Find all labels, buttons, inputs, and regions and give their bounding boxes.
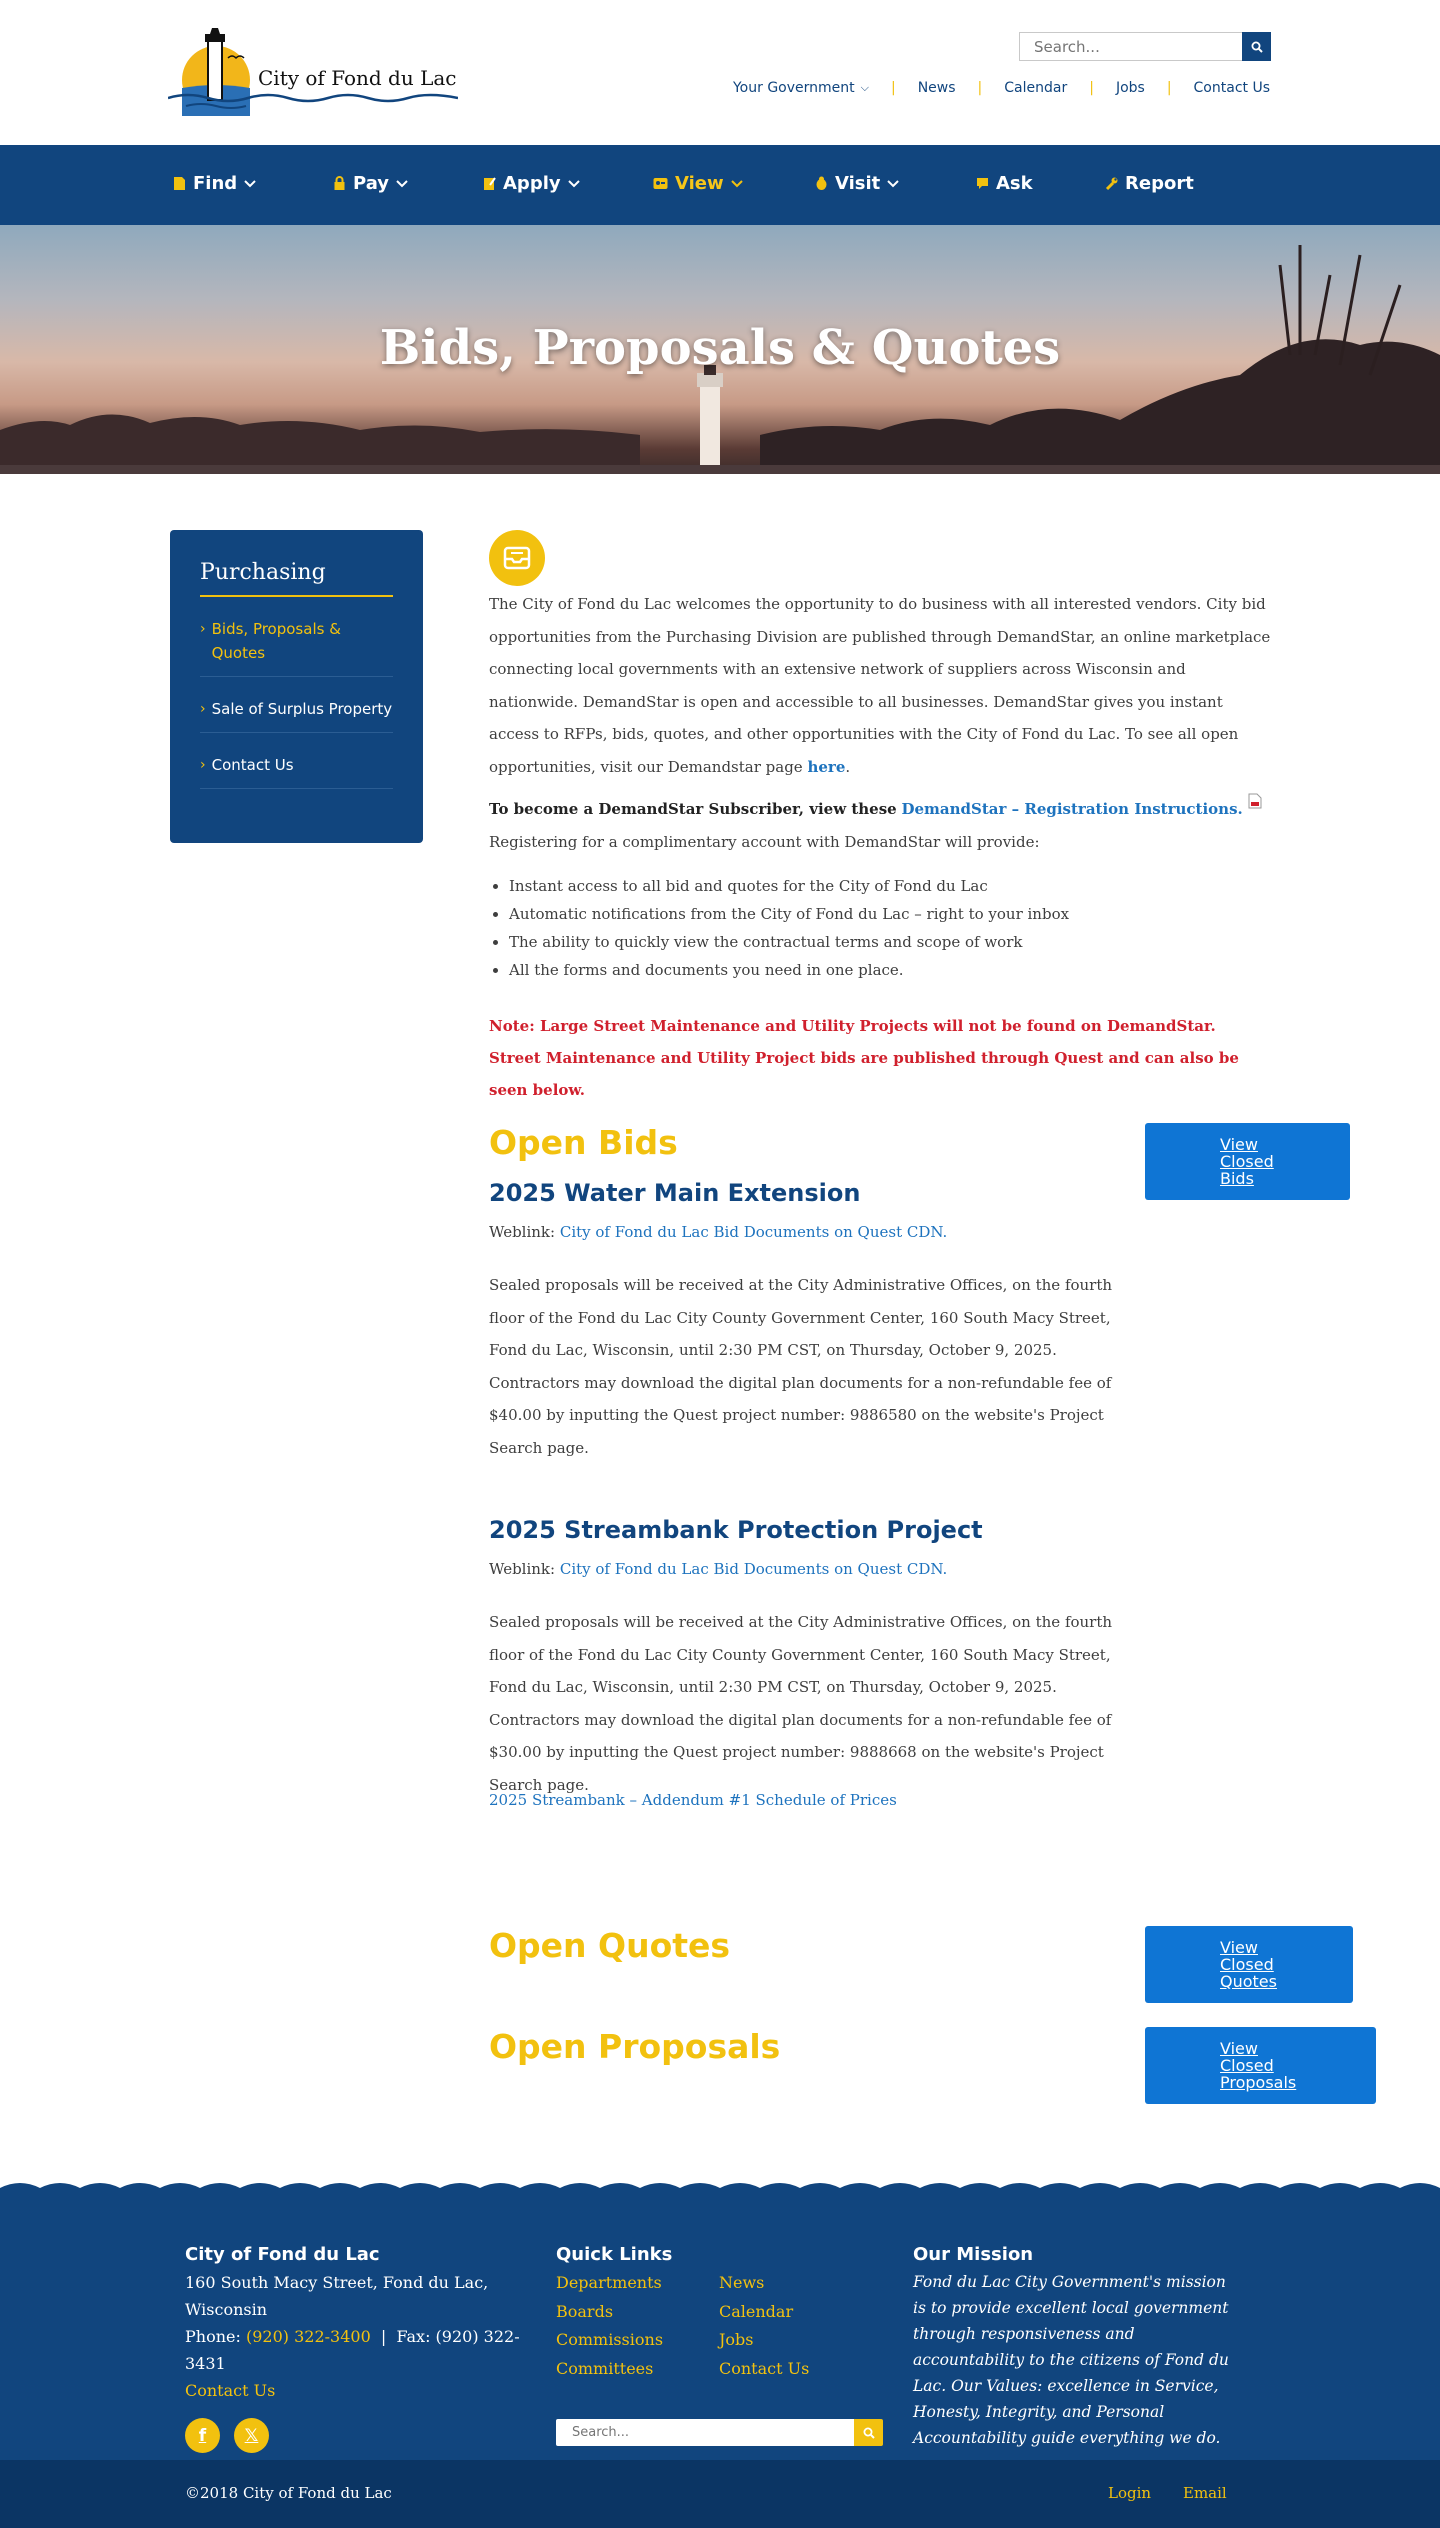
quick-link-contact-us[interactable]: Contact Us bbox=[719, 2358, 810, 2378]
speech-bubble-icon bbox=[976, 176, 989, 191]
chevron-down-icon bbox=[731, 180, 743, 188]
pdf-icon bbox=[1248, 793, 1262, 809]
view-closed-proposals-button[interactable]: View Closed Proposals bbox=[1145, 2027, 1376, 2104]
chevron-down-icon: ⌵ bbox=[860, 81, 869, 94]
mission-text: Fond du Lac City Government's mission is to provide excellent local government through responsiveness and accountability to the citizens of Fond du Lac. Our Values: excellence in Service, Honesty, Integrity, and Personal Accountability guide everything we do. bbox=[913, 2273, 1229, 2447]
wrench-icon bbox=[1105, 176, 1118, 191]
social-links bbox=[185, 2418, 525, 2453]
sidebar-item-contact[interactable]: › Contact Us bbox=[200, 733, 393, 789]
list-item: • All the forms and documents you need in one place. bbox=[509, 956, 1271, 984]
divider: | bbox=[1166, 80, 1172, 96]
mission-title: Our Mission bbox=[913, 2244, 1034, 2265]
nav-ask[interactable]: Ask bbox=[976, 173, 1033, 194]
footer-phone-link[interactable]: (920) 322-3400 bbox=[245, 2327, 371, 2346]
chevron-down-icon bbox=[887, 180, 899, 188]
view-closed-bids-button[interactable]: View Closed Bids bbox=[1145, 1123, 1350, 1200]
quick-link-departments[interactable]: Departments bbox=[556, 2273, 662, 2292]
addendum-link[interactable]: 2025 Streambank – Addendum #1 Schedule of Prices bbox=[489, 1791, 897, 1809]
copyright: ©2018 City of Fond du Lac bbox=[185, 2484, 392, 2502]
quick-links-title: Quick Links bbox=[556, 2244, 673, 2265]
utility-contact-us[interactable]: Contact Us bbox=[1193, 80, 1270, 96]
chevron-down-icon bbox=[244, 180, 256, 188]
bid-title-water-main: 2025 Water Main Extension bbox=[489, 1179, 861, 1207]
quick-link-committees[interactable]: Committees bbox=[556, 2358, 654, 2378]
email-link[interactable]: Email bbox=[1183, 2484, 1227, 2502]
nav-find[interactable]: Find bbox=[173, 173, 256, 194]
chevron-down-icon bbox=[396, 180, 408, 188]
quest-cdn-link[interactable]: City of Fond du Lac Bid Documents on Quest CDN. bbox=[559, 1223, 948, 1241]
intro-paragraph: The City of Fond du Lac welcomes the opportunity to do business with all interested vendors. City bid opportunities from the Purchasing Division are published through DemandStar, an online marketplace connecting local governments with an extensive network of suppliers across Wisconsin and nationwide. DemandStar is open and accessible to all businesses. DemandStar gives you instant access to RFPs, bids, quotes, and other opportunities with the City of Fond du Lac. To see all open opportunities, visit our Demandstar page here. bbox=[489, 595, 1271, 776]
utility-jobs[interactable]: Jobs bbox=[1115, 80, 1145, 96]
bid-title-streambank: 2025 Streambank Protection Project bbox=[489, 1516, 983, 1544]
register-paragraph: To become a DemandStar Subscriber, view these DemandStar – Registration Instructions. Registering for a complimentary account with DemandStar will provide: bbox=[489, 793, 1271, 858]
form-edit-icon bbox=[483, 176, 496, 191]
search-icon bbox=[1251, 41, 1263, 53]
header-search bbox=[1019, 32, 1271, 61]
footer-quick-links bbox=[556, 2244, 896, 2383]
quick-links-col-1 bbox=[556, 2269, 719, 2383]
view-closed-quotes-button[interactable]: View Closed Quotes bbox=[1145, 1926, 1353, 2003]
sidebar-item-bids[interactable]: › Bids, Proposals & Quotes bbox=[200, 597, 393, 677]
inbox-glyph-icon bbox=[503, 546, 531, 570]
utility-nav bbox=[733, 80, 1270, 96]
x-twitter-icon[interactable]: 𝕏 bbox=[234, 2418, 269, 2453]
header-search-input[interactable] bbox=[1019, 32, 1242, 61]
benefits-list bbox=[509, 872, 1271, 984]
quick-link-jobs[interactable]: Jobs bbox=[719, 2330, 754, 2349]
chevron-down-icon bbox=[568, 180, 580, 188]
footer-address: 160 South Macy Street, Fond du Lac, Wisconsin bbox=[185, 2273, 489, 2319]
sidebar-item-surplus[interactable]: › Sale of Surplus Property bbox=[200, 677, 393, 733]
demandstar-here-link[interactable]: here bbox=[807, 757, 846, 776]
search-icon bbox=[863, 2427, 875, 2439]
page-title: Bids, Proposals & Quotes bbox=[379, 320, 1061, 376]
facebook-icon[interactable]: f bbox=[185, 2418, 220, 2453]
site-footer bbox=[0, 2195, 1440, 2460]
chevron-right-icon: › bbox=[200, 701, 206, 717]
site-logo[interactable] bbox=[168, 26, 458, 118]
sidebar-title: Purchasing bbox=[200, 560, 393, 597]
open-quotes-heading: Open Quotes bbox=[489, 1926, 731, 1965]
nav-view[interactable]: View bbox=[653, 173, 743, 194]
footer-mission bbox=[913, 2244, 1243, 2451]
inbox-icon bbox=[489, 530, 545, 586]
open-proposals-heading: Open Proposals bbox=[489, 2027, 781, 2066]
footer-org-title: City of Fond du Lac bbox=[185, 2244, 380, 2265]
footer-search-input[interactable] bbox=[556, 2419, 854, 2446]
utility-your-government[interactable]: Your Government ⌵ bbox=[732, 80, 869, 96]
nav-report[interactable]: Report bbox=[1105, 173, 1194, 194]
quick-link-news[interactable]: News bbox=[719, 2273, 765, 2292]
quick-link-commissions[interactable]: Commissions bbox=[556, 2330, 664, 2349]
footer-phone-line: Phone: (920) 322-3400 | Fax: (920) 322-3431 bbox=[185, 2327, 520, 2373]
quest-note: Note: Large Street Maintenance and Utility Projects will not be found on DemandStar. Street Maintenance and Utility Project bids are published through Quest and can also be seen below. bbox=[489, 1017, 1239, 1099]
quick-links-columns bbox=[556, 2269, 896, 2383]
bid-weblink-water-main: Weblink: City of Fond du Lac Bid Documents on Quest CDN. bbox=[489, 1223, 948, 1241]
nav-pay[interactable]: Pay bbox=[333, 173, 408, 194]
utility-news[interactable]: News bbox=[917, 80, 956, 96]
list-item: • Automatic notifications from the City of Fond du Lac – right to your inbox bbox=[509, 900, 1271, 928]
footer-contact-link[interactable]: Contact Us bbox=[185, 2381, 276, 2400]
bid-body-streambank: Sealed proposals will be received at the City Administrative Offices, on the fourth floor of the Fond du Lac City County Government Center, 160 South Macy Street, Fond du Lac, Wisconsin, until 2:30 PM CST, on Thursday, October 9, 2025. Contractors may download the digital plan documents for a non-refundable fee of $30.00 by inputting the Quest project number: 9888668 on the website's Project Search page. bbox=[489, 1613, 1113, 1794]
registration-instructions-link[interactable]: DemandStar – Registration Instructions. bbox=[901, 800, 1243, 818]
divider: | bbox=[375, 2327, 392, 2346]
footer-contact bbox=[185, 2244, 525, 2453]
divider: | bbox=[977, 80, 983, 96]
divider: | bbox=[890, 80, 896, 96]
quick-link-boards[interactable]: Boards bbox=[556, 2301, 614, 2321]
quest-cdn-link[interactable]: City of Fond du Lac Bid Documents on Quest CDN. bbox=[559, 1560, 948, 1578]
main-content bbox=[489, 530, 1271, 1106]
list-item: • The ability to quickly view the contractual terms and scope of work bbox=[509, 928, 1271, 956]
utility-calendar[interactable]: Calendar bbox=[1004, 80, 1068, 96]
list-item: • Instant access to all bid and quotes for the City of Fond du Lac bbox=[509, 872, 1271, 900]
hero-banner bbox=[0, 225, 1440, 474]
quick-link-calendar[interactable]: Calendar bbox=[719, 2301, 794, 2321]
site-header bbox=[0, 0, 1440, 145]
bid-weblink-streambank: Weblink: City of Fond du Lac Bid Documents on Quest CDN. bbox=[489, 1560, 948, 1578]
logo-text: City of Fond du Lac bbox=[258, 66, 457, 90]
nav-apply[interactable]: Apply bbox=[483, 173, 580, 194]
divider: | bbox=[1089, 80, 1094, 96]
login-link[interactable]: Login bbox=[1108, 2484, 1152, 2502]
lock-icon bbox=[333, 176, 346, 191]
id-card-icon bbox=[653, 176, 668, 191]
footer-search bbox=[556, 2419, 883, 2446]
chevron-right-icon: › bbox=[200, 621, 206, 637]
main-nav bbox=[0, 145, 1440, 225]
bottom-bar bbox=[0, 2460, 1440, 2528]
chevron-right-icon: › bbox=[200, 757, 206, 773]
bug-icon bbox=[815, 176, 828, 191]
footer-search-button[interactable] bbox=[854, 2419, 883, 2446]
document-icon bbox=[173, 176, 186, 191]
quick-links-col-2 bbox=[719, 2269, 809, 2383]
sidebar bbox=[170, 530, 423, 843]
open-bids-heading: Open Bids bbox=[489, 1123, 678, 1162]
nav-visit[interactable]: Visit bbox=[815, 173, 899, 194]
bid-body-water-main: Sealed proposals will be received at the City Administrative Offices, on the fourth floor of the Fond du Lac City County Government Center, 160 South Macy Street, Fond du Lac, Wisconsin, until 2:30 PM CST, on Thursday, October 9, 2025. Contractors may download the digital plan documents for a non-refundable fee of $40.00 by inputting the Quest project number: 9886580 on the website's Project Search page. bbox=[489, 1276, 1113, 1457]
header-search-button[interactable] bbox=[1242, 32, 1271, 61]
